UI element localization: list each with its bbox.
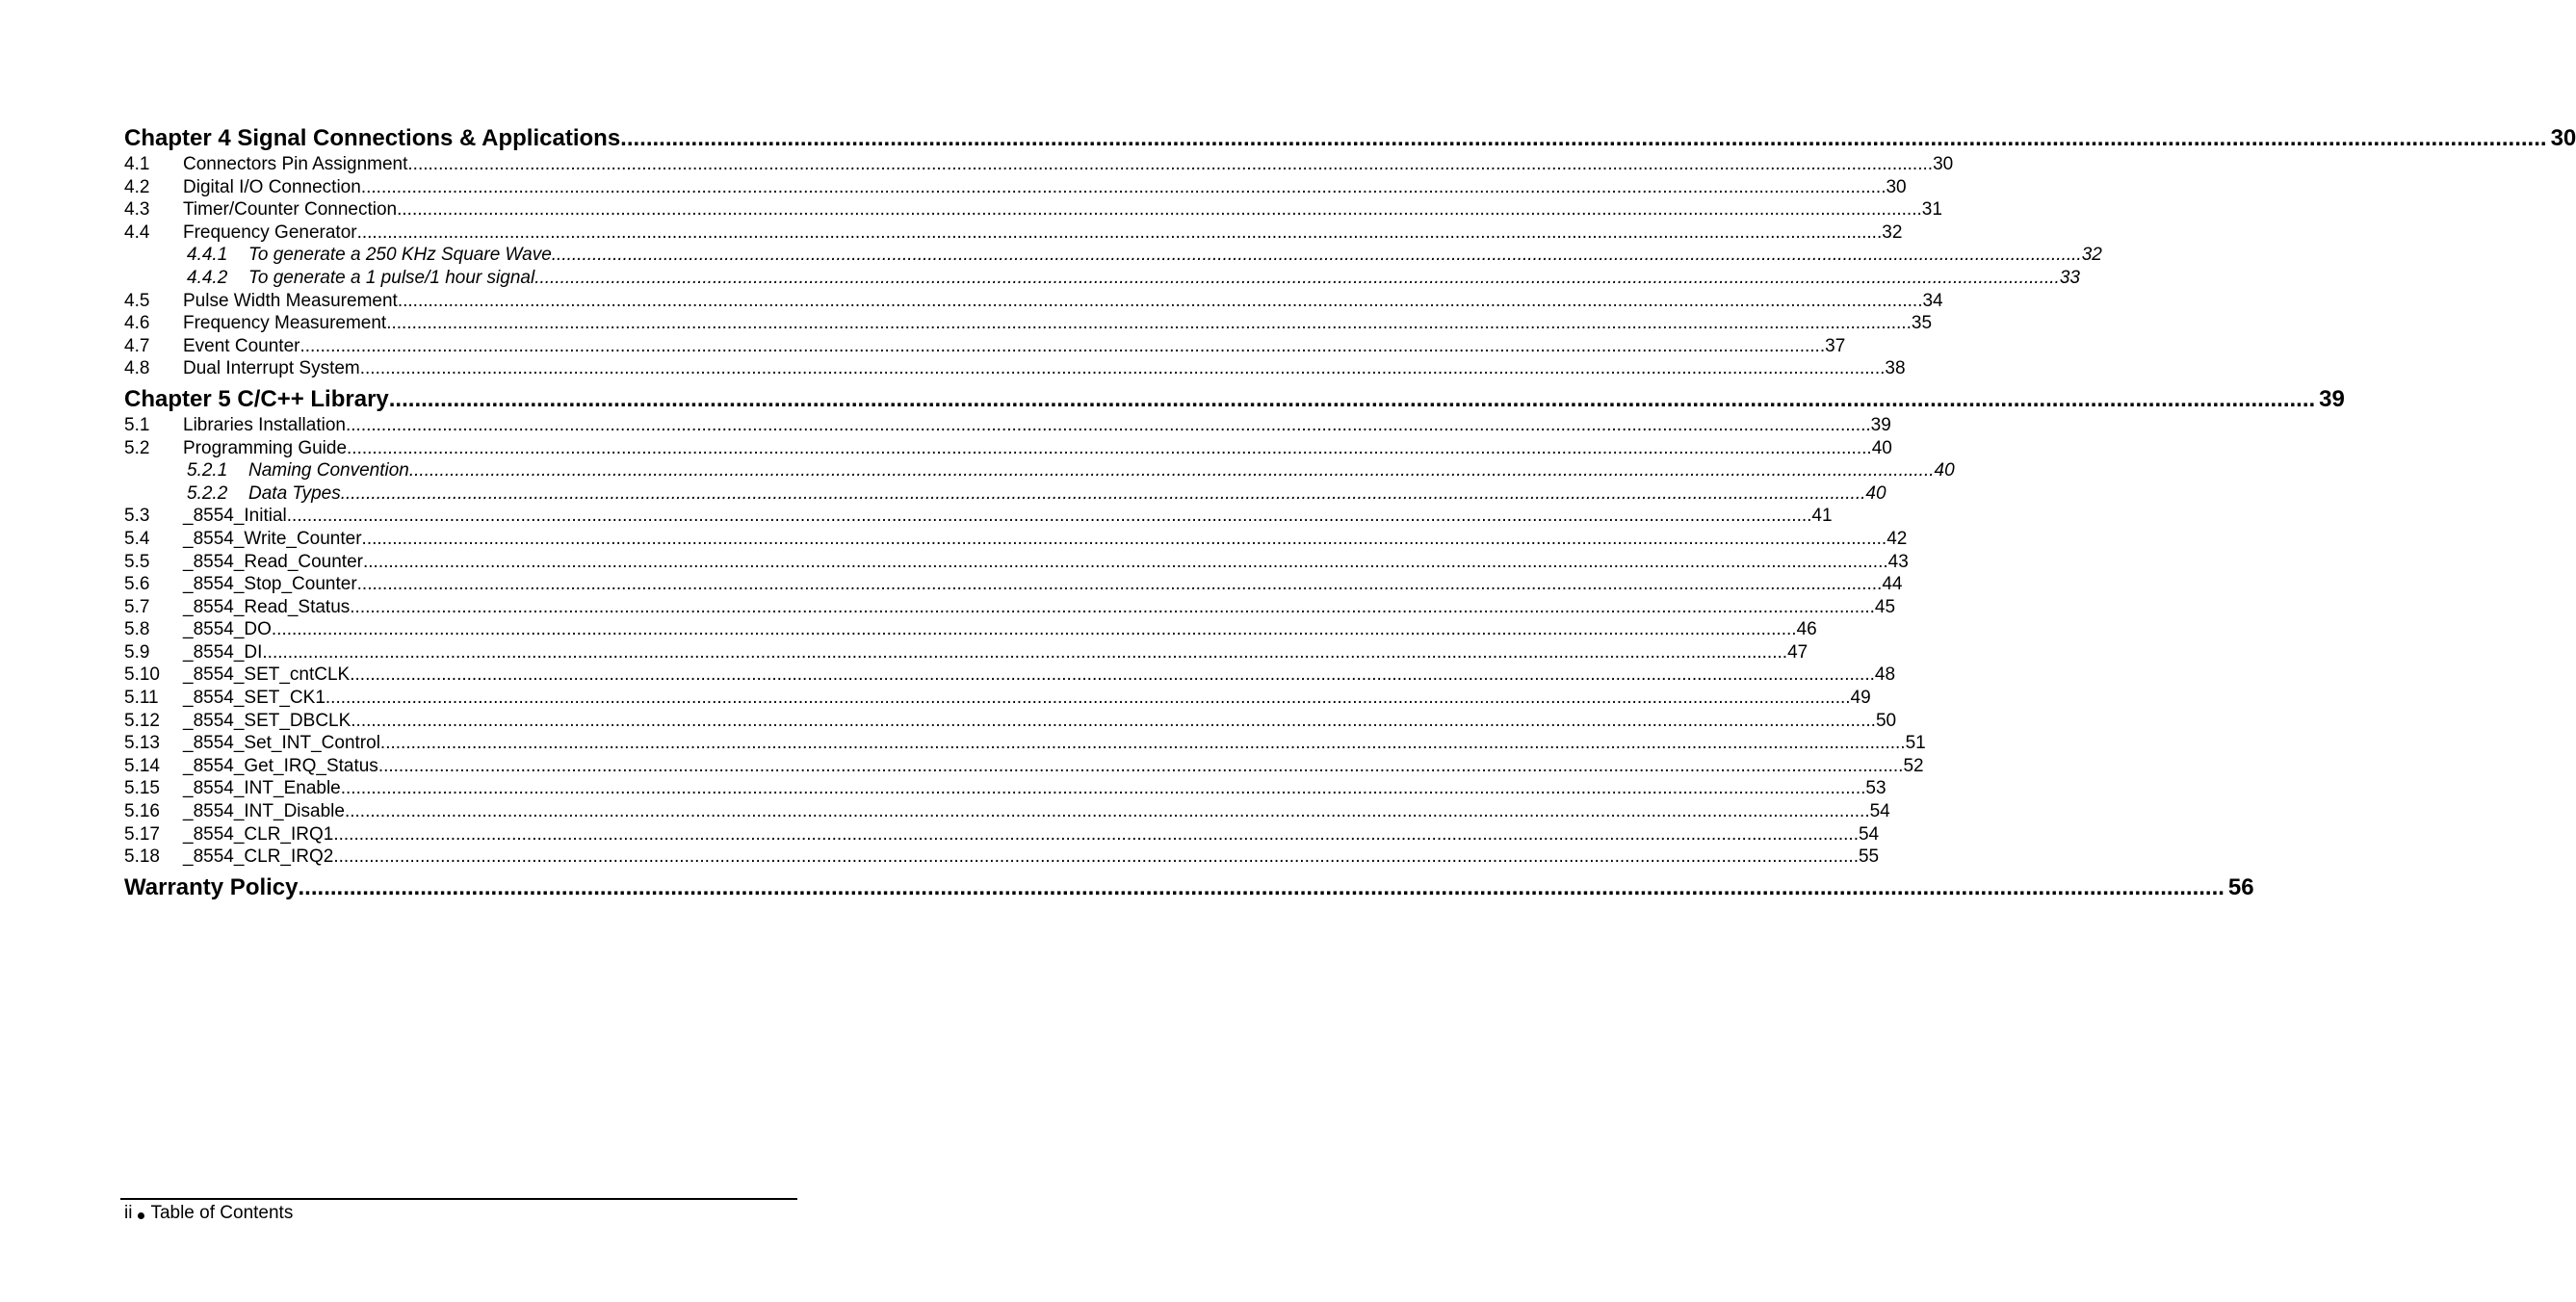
toc-entry-subsection[interactable] <box>124 244 2102 267</box>
toc-entry-page: 51 <box>1905 733 1926 754</box>
toc-dot-leader: ............................................................................................................................................................................................................................................................................................................ <box>271 619 1797 640</box>
toc-entry-section[interactable] <box>124 846 1880 869</box>
toc-dot-leader: ............................................................................................................................................................................................................................................................................................................ <box>356 221 1883 243</box>
toc-entry-page: 45 <box>1874 596 1896 617</box>
toc-entry-title: _8554_Read_Status <box>183 596 351 617</box>
toc-entry-section[interactable] <box>124 664 1896 687</box>
toc-entry-number: 4.8 <box>124 358 150 379</box>
toc-entry-title: Connectors Pin Assignment <box>183 154 408 174</box>
toc-entry-number: 5.18 <box>124 846 160 868</box>
toc-entry-page: 47 <box>1787 641 1808 663</box>
toc-entry-number: 5.16 <box>124 801 160 822</box>
toc-entry-title: Naming Convention <box>248 460 409 482</box>
page-footer <box>124 1203 293 1224</box>
toc-dot-leader: ............................................................................................................................................................................................................................................................................................................ <box>397 290 1923 311</box>
toc-entry-page: 33 <box>2059 267 2080 288</box>
toc-entry-section[interactable] <box>124 505 1833 528</box>
toc-entry-page: 34 <box>1922 290 1943 311</box>
toc-entry-title: Chapter 4 Signal Connections & Applications <box>124 125 621 151</box>
toc-dot-leader: ............................................................................................................................................................................................................................................................................................................ <box>350 664 1875 686</box>
toc-dot-leader: ............................................................................................................................................................................................................................................................................................................ <box>359 358 1886 379</box>
toc-entry-page: 52 <box>1903 755 1924 776</box>
toc-entry-title: _8554_CLR_IRQ1 <box>183 823 334 845</box>
toc-dot-leader: ............................................................................................................................................................................................................................................................................................................ <box>397 199 1922 221</box>
toc-dot-leader: ............................................................................................................................................................................................................................................................................................................ <box>262 641 1788 663</box>
toc-entry-page: 44 <box>1882 574 1903 595</box>
toc-entry-title: Chapter 5 C/C++ Library <box>124 385 389 412</box>
toc-entry-page: 46 <box>1796 619 1817 640</box>
toc-dot-leader: ............................................................................................................................................................................................................................................................................................................ <box>407 154 1934 174</box>
toc-entry-page: 48 <box>1874 664 1896 686</box>
toc-entry-page: 53 <box>1865 778 1886 799</box>
toc-entry-number: 4.5 <box>124 290 150 311</box>
toc-entry-title: Digital I/O Connection <box>183 176 361 197</box>
toc-entry-page: 50 <box>1875 710 1897 731</box>
toc-entry-number: 5.8 <box>124 619 150 640</box>
toc-entry-page: 39 <box>1870 414 1891 435</box>
toc-dot-leader: ............................................................................................................................................................................................................................................................................................................ <box>360 176 1886 197</box>
toc-dot-leader: ............................................................................................................................................................................................................................................................................................................ <box>298 873 2225 900</box>
toc-entry-title: To generate a 250 KHz Square Wave. <box>248 245 558 266</box>
toc-dot-leader: ............................................................................................................................................................................................................................................................................................................ <box>344 801 1870 822</box>
toc-dot-leader: ............................................................................................................................................................................................................................................................................................................ <box>356 574 1883 595</box>
toc-entry-chapter[interactable] <box>124 872 2254 902</box>
toc-entry-section[interactable] <box>124 732 1926 755</box>
toc-entry-section[interactable] <box>124 777 1886 800</box>
toc-entry-section[interactable] <box>124 414 1891 437</box>
toc-entry-section[interactable] <box>124 437 1892 460</box>
toc-entry-page: 55 <box>1858 846 1880 868</box>
toc-entry-section[interactable] <box>124 198 1942 221</box>
toc-dot-leader: ............................................................................................................................................................................................................................................................................................................ <box>347 437 1872 458</box>
toc-entry-number: 5.10 <box>124 664 160 686</box>
toc-dot-leader: ............................................................................................................................................................................................................................................................................................................ <box>408 460 1935 482</box>
toc-entry-section[interactable] <box>124 176 1907 199</box>
toc-entry-title: _8554_Write_Counter <box>183 528 362 549</box>
toc-entry-number: 5.9 <box>124 641 150 663</box>
toc-entry-number: 5.12 <box>124 710 160 731</box>
toc-entry-section[interactable] <box>124 596 1896 619</box>
toc-entry-page: 37 <box>1825 335 1846 356</box>
toc-entry-title: _8554_INT_Disable <box>183 801 345 822</box>
toc-entry-section[interactable] <box>124 551 1909 574</box>
toc-dot-leader: ............................................................................................................................................................................................................................................................................................................ <box>333 846 1859 868</box>
toc-dot-leader: ............................................................................................................................................................................................................................................................................................................ <box>620 125 2547 151</box>
toc-entry-title: Programming Guide <box>183 437 348 458</box>
toc-dot-leader: ............................................................................................................................................................................................................................................................................................................ <box>340 482 1866 504</box>
toc-entry-section[interactable] <box>124 823 1880 846</box>
toc-entry-subsection[interactable] <box>124 482 1886 506</box>
toc-entry-page: 54 <box>1869 801 1890 822</box>
toc-dot-leader: ............................................................................................................................................................................................................................................................................................................ <box>299 335 1826 356</box>
toc-entry-title: _8554_SET_DBCLK <box>183 710 351 731</box>
toc-entry-page: 40 <box>1865 482 1886 504</box>
toc-entry-number: 4.7 <box>124 335 150 356</box>
toc-entry-number: 4.3 <box>124 199 150 221</box>
toc-dot-leader: ............................................................................................................................................................................................................................................................................................................ <box>388 385 2316 412</box>
toc-entry-title: _8554_Initial <box>183 506 287 527</box>
toc-entry-page: 31 <box>1921 199 1942 221</box>
toc-entry-number: 5.1 <box>124 414 150 435</box>
toc-dot-leader: ............................................................................................................................................................................................................................................................................................................ <box>377 755 1904 776</box>
toc-dot-leader: ............................................................................................................................................................................................................................................................................................................ <box>333 823 1859 845</box>
toc-dot-leader: ............................................................................................................................................................................................................................................................................................................ <box>534 267 2060 288</box>
table-of-contents <box>124 123 2576 902</box>
toc-entry-section[interactable] <box>124 710 1897 733</box>
toc-entry-page: 56 <box>2227 873 2254 900</box>
toc-entry-section[interactable] <box>124 573 1903 596</box>
toc-entry-section[interactable] <box>124 335 1846 358</box>
toc-entry-page: 54 <box>1858 823 1880 845</box>
toc-entry-chapter[interactable] <box>124 384 2345 414</box>
toc-entry-number: 4.1 <box>124 154 150 174</box>
toc-entry-section[interactable] <box>124 221 1903 245</box>
footer-page-number: ii <box>124 1203 133 1223</box>
toc-entry-page: 40 <box>1871 437 1892 458</box>
toc-entry-number: 4.4.2 <box>187 267 228 288</box>
toc-entry-page: 32 <box>2081 245 2102 266</box>
toc-entry-title: Event Counter <box>183 335 300 356</box>
toc-entry-page: 43 <box>1887 551 1909 572</box>
toc-entry-title: _8554_SET_CK1 <box>183 688 325 709</box>
toc-entry-page: 41 <box>1811 506 1833 527</box>
toc-entry-number: 4.4 <box>124 221 150 243</box>
toc-entry-number: 5.13 <box>124 733 160 754</box>
toc-dot-leader: ............................................................................................................................................................................................................................................................................................................ <box>557 245 2082 266</box>
toc-entry-number: 5.3 <box>124 506 150 527</box>
toc-entry-title: Libraries Installation <box>183 414 346 435</box>
toc-entry-subsection[interactable] <box>124 459 1955 482</box>
toc-dot-leader: ............................................................................................................................................................................................................................................................................................................ <box>286 506 1812 527</box>
toc-entry-title: To generate a 1 pulse/1 hour signal <box>248 267 535 288</box>
toc-entry-number: 5.6 <box>124 574 150 595</box>
toc-dot-leader: ............................................................................................................................................................................................................................................................................................................ <box>325 688 1851 709</box>
toc-entry-section[interactable] <box>124 618 1817 641</box>
toc-entry-number: 5.5 <box>124 551 150 572</box>
toc-dot-leader: ............................................................................................................................................................................................................................................................................................................ <box>386 313 1912 334</box>
toc-entry-page: 30 <box>2550 125 2576 151</box>
toc-entry-title: Frequency Generator <box>183 221 357 243</box>
toc-entry-chapter[interactable] <box>124 123 2576 153</box>
toc-entry-number: 4.6 <box>124 313 150 334</box>
toc-entry-section[interactable] <box>124 290 1943 313</box>
toc-entry-title: _8554_Stop_Counter <box>183 574 357 595</box>
toc-entry-title: _8554_SET_cntCLK <box>183 664 351 686</box>
toc-dot-leader: ............................................................................................................................................................................................................................................................................................................ <box>340 778 1866 799</box>
toc-entry-section[interactable] <box>124 687 1871 710</box>
toc-entry-number: 5.2 <box>124 437 150 458</box>
toc-entry-page: 49 <box>1850 688 1871 709</box>
toc-entry-title: Data Types <box>248 482 341 504</box>
toc-entry-page: 30 <box>1933 154 1954 174</box>
toc-entry-page: 32 <box>1882 221 1903 243</box>
toc-entry-page: 30 <box>1886 176 1907 197</box>
toc-entry-number: 5.7 <box>124 596 150 617</box>
toc-entry-title: Dual Interrupt System <box>183 358 360 379</box>
toc-entry-section[interactable] <box>124 755 1924 778</box>
toc-dot-leader: ............................................................................................................................................................................................................................................................................................................ <box>379 733 1906 754</box>
toc-entry-page: 38 <box>1885 358 1906 379</box>
toc-entry-page: 35 <box>1911 313 1933 334</box>
footer-rule <box>120 1198 797 1200</box>
toc-dot-leader: ............................................................................................................................................................................................................................................................................................................ <box>345 414 1871 435</box>
toc-entry-number: 5.15 <box>124 778 160 799</box>
toc-dot-leader: ............................................................................................................................................................................................................................................................................................................ <box>363 551 1888 572</box>
toc-entry-section[interactable] <box>124 528 1908 551</box>
toc-entry-number: 5.4 <box>124 528 150 549</box>
toc-entry-title: _8554_DO <box>183 619 272 640</box>
toc-entry-number: 5.14 <box>124 755 160 776</box>
footer-label: Table of Contents <box>150 1203 294 1223</box>
toc-entry-title: Pulse Width Measurement <box>183 290 398 311</box>
toc-entry-title: _8554_Get_IRQ_Status <box>183 755 378 776</box>
toc-entry-section[interactable] <box>124 153 1954 176</box>
toc-entry-title: Frequency Measurement <box>183 313 387 334</box>
toc-dot-leader: ............................................................................................................................................................................................................................................................................................................ <box>351 710 1876 731</box>
bullet-icon <box>138 1212 144 1219</box>
toc-entry-section[interactable] <box>124 641 1808 664</box>
toc-entry-page: 42 <box>1886 528 1908 549</box>
toc-dot-leader: ............................................................................................................................................................................................................................................................................................................ <box>350 596 1875 617</box>
toc-entry-number: 5.17 <box>124 823 160 845</box>
toc-entry-title: Timer/Counter Connection <box>183 199 398 221</box>
toc-entry-section[interactable] <box>124 800 1890 823</box>
toc-entry-section[interactable] <box>124 357 1906 380</box>
toc-entry-number: 4.4.1 <box>187 245 228 266</box>
toc-entry-title: Warranty Policy <box>124 873 299 900</box>
toc-entry-title: _8554_Read_Counter <box>183 551 363 572</box>
toc-entry-title: _8554_CLR_IRQ2 <box>183 846 334 868</box>
toc-entry-title: _8554_Set_INT_Control <box>183 733 380 754</box>
toc-entry-title: _8554_INT_Enable <box>183 778 341 799</box>
toc-entry-title: _8554_DI <box>183 641 263 663</box>
toc-entry-subsection[interactable] <box>124 267 2080 290</box>
toc-entry-section[interactable] <box>124 312 1933 335</box>
toc-entry-number: 5.2.1 <box>187 460 228 482</box>
toc-entry-number: 5.2.2 <box>187 482 228 504</box>
toc-entry-number: 5.11 <box>124 688 159 709</box>
toc-entry-page: 39 <box>2319 385 2345 412</box>
toc-dot-leader: ............................................................................................................................................................................................................................................................................................................ <box>361 528 1887 549</box>
toc-entry-number: 4.2 <box>124 176 150 197</box>
toc-entry-page: 40 <box>1934 460 1955 482</box>
